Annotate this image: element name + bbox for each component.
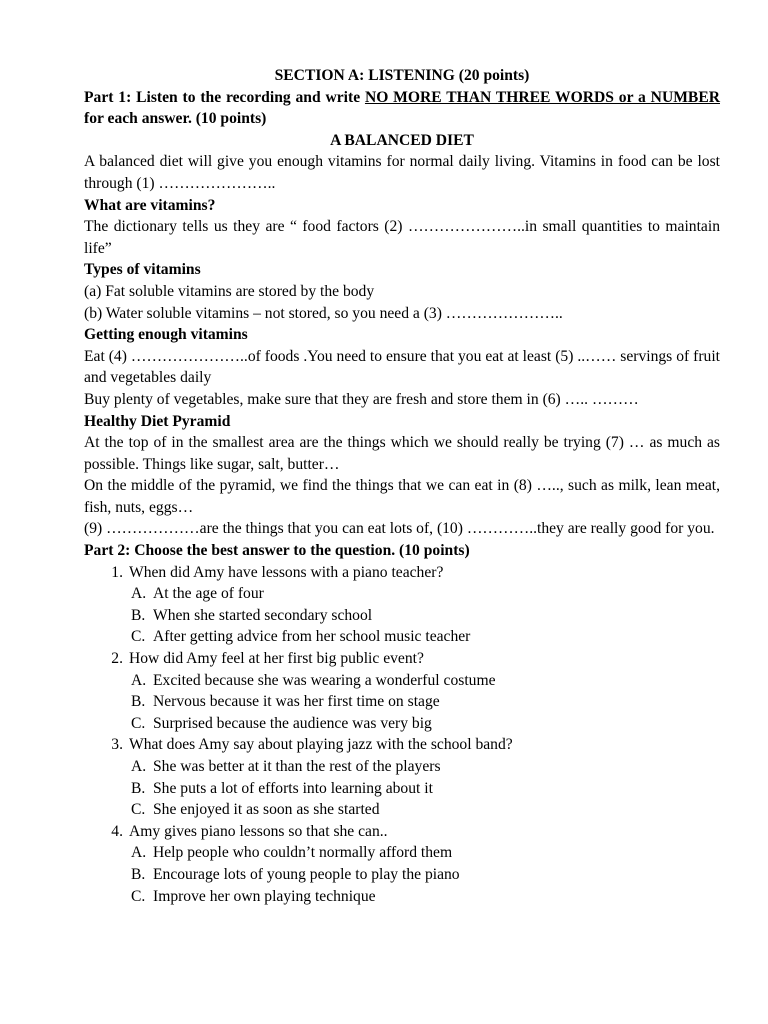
dictionary-paragraph: The dictionary tells us they are “ food factors (2) …………………..in small quantities to maintain life” [84, 218, 720, 257]
option-text: She was better at it than the rest of the players [153, 758, 441, 775]
part1-instr-c: for each answer. (10 points) [84, 110, 267, 128]
answer-option [84, 583, 720, 605]
heading-types-of-vitamins: Types of vitamins [84, 261, 201, 279]
buy-paragraph: Buy plenty of vegetables, make sure that they are fresh and store them in (6) ….. ……… [84, 390, 639, 408]
answer-option [84, 799, 720, 821]
option-letter: A. [131, 671, 147, 689]
option-text: Surprised because the audience was very big [153, 714, 432, 732]
option-letter: B. [131, 865, 146, 883]
answer-option [84, 756, 720, 778]
answer-option [84, 864, 720, 886]
option-letter: B. [131, 606, 146, 624]
option-text: She puts a lot of efforts into learning about it [153, 779, 433, 797]
option-letter: C. [131, 714, 146, 732]
option-text: Encourage lots of young people to play the piano [153, 865, 460, 883]
option-letter: C. [131, 887, 146, 905]
question-3 [84, 734, 720, 820]
question-number: 3. [111, 736, 123, 754]
answer-option [84, 691, 720, 713]
option-letter: A. [131, 585, 147, 603]
document-body [84, 65, 720, 907]
part1-instr-emphasis: NO MORE THAN THREE WORDS or a NUMBER [364, 88, 720, 106]
passage-title: A BALANCED DIET [330, 131, 474, 149]
eat-paragraph: Eat (4) …………………..of foods .You need to ensure that you eat at least (5) ..…… servings of fruit and vegetables daily [84, 347, 720, 387]
option-letter: C. [131, 628, 146, 646]
option-text: She enjoyed it as soon as she started [153, 801, 380, 819]
part1-instructions [84, 87, 720, 130]
option-text: Nervous because it was her first time on stage [153, 693, 440, 711]
option-letter: B. [131, 779, 146, 797]
option-letter: C. [131, 801, 146, 819]
question-1 [84, 562, 720, 648]
question-4 [84, 821, 720, 907]
heading-getting-enough-vitamins: Getting enough vitamins [84, 326, 248, 344]
answer-option [84, 626, 720, 648]
section-title: SECTION A: LISTENING (20 points) [274, 67, 530, 84]
option-text: Excited because she was wearing a wonderful costume [153, 671, 496, 689]
heading-healthy-diet-pyramid: Healthy Diet Pyramid [84, 412, 231, 430]
answer-option [84, 670, 720, 692]
answer-option [84, 605, 720, 627]
option-letter: A. [131, 758, 147, 775]
option-text: Improve her own playing technique [153, 887, 376, 905]
vitamin-type-a: (a) Fat soluble vitamins are stored by the body [84, 282, 375, 300]
heading-what-are-vitamins: What are vitamins? [84, 196, 216, 214]
option-text: At the age of four [153, 585, 264, 603]
option-text: Help people who couldn’t normally afford them [153, 844, 453, 862]
part2-heading: Part 2: Choose the best answer to the question. (10 points) [84, 542, 470, 560]
question-text: What does Amy say about playing jazz with the school band? [129, 736, 513, 754]
question-2 [84, 648, 720, 734]
question-text: Amy gives piano lessons so that she can.. [129, 822, 388, 840]
answer-option [84, 842, 720, 864]
option-text: After getting advice from her school music teacher [153, 628, 471, 646]
question-number: 1. [111, 563, 123, 581]
option-text: When she started secondary school [153, 606, 373, 624]
vitamin-type-b: (b) Water soluble vitamins – not stored, so you need a (3) ………………….. [84, 304, 563, 322]
question-text: When did Amy have lessons with a piano teacher? [129, 563, 444, 581]
question-text: How did Amy feel at her first big public event? [129, 650, 424, 668]
question-list [84, 562, 720, 908]
question-number: 2. [111, 650, 123, 668]
pyramid-top-paragraph: At the top of in the smallest area are the things which we should really be trying (7) … as much as possible. Things like sugar, salt, butter… [84, 434, 720, 473]
part1-instr-a: Part 1: Listen to the recording and write [84, 88, 365, 106]
answer-option [84, 886, 720, 908]
answer-option [84, 778, 720, 800]
option-letter: B. [131, 693, 146, 711]
pyramid-bottom-paragraph: (9) ………………are the things that you can eat lots of, (10) …………..they are really good for you. [84, 520, 715, 538]
pyramid-middle-paragraph: On the middle of the pyramid, we find the things that we can eat in (8) ….., such as milk, lean meat, fish, nuts, eggs… [84, 477, 720, 516]
intro-paragraph: A balanced diet will give you enough vitamins for normal daily living. Vitamins in food can be lost through (1) ………………….. [84, 153, 720, 192]
option-letter: A. [131, 844, 147, 862]
question-number: 4. [111, 822, 123, 840]
answer-option [84, 713, 720, 735]
